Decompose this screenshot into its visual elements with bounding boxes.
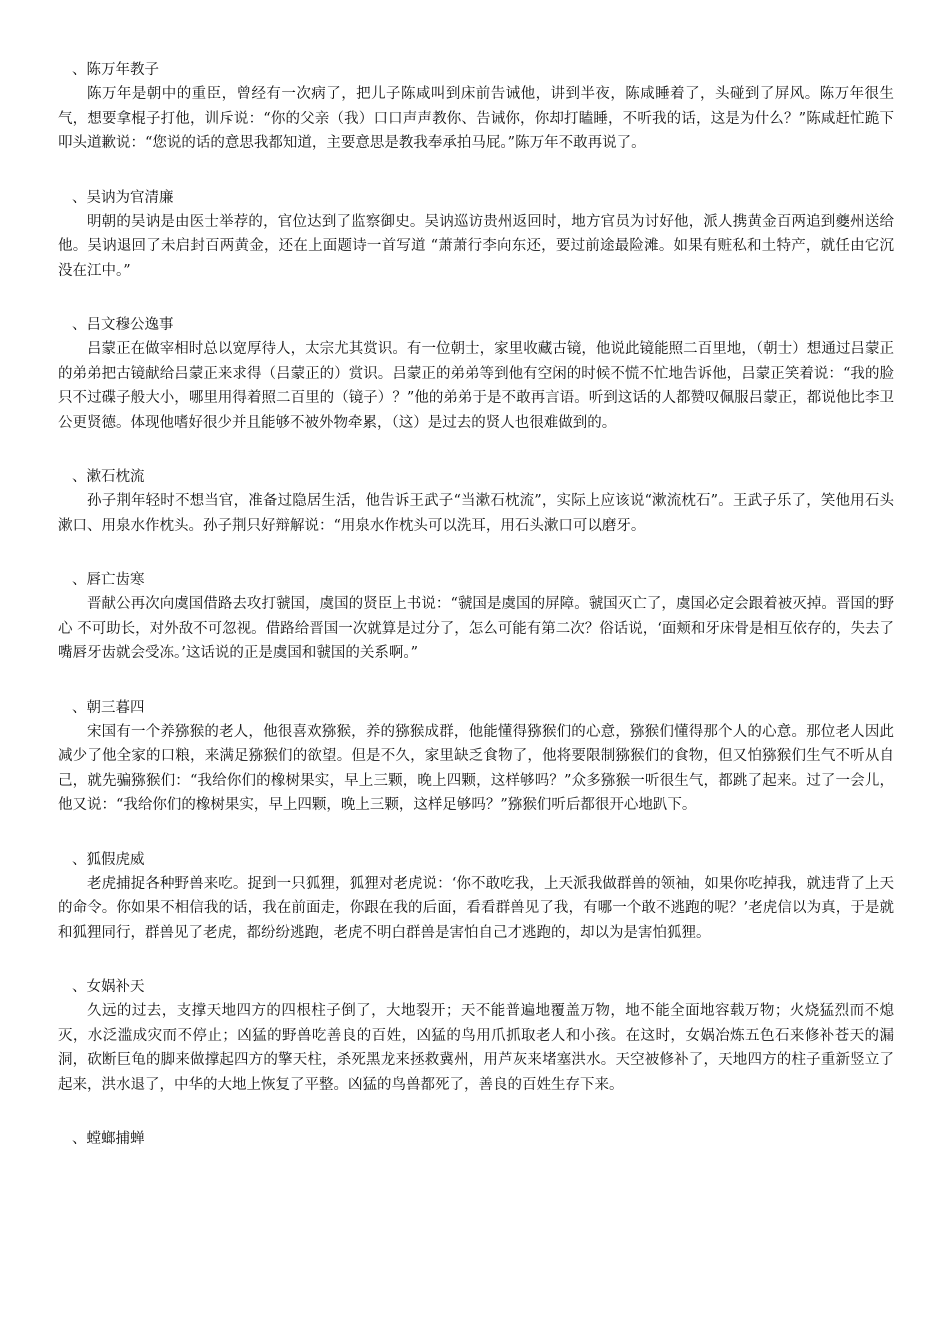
story-section-5 [58, 568, 894, 666]
story-body: 孙子荆年轻时不想当官，准备过隐居生活，他告诉王武子“当漱石枕流”，实际上应该说“漱流枕石”。王武子乐了，笑他用石头漱口、用泉水作枕头。孙子荆只好辩解说：“用泉水作枕头可以洗耳，用石头漱口可以磨牙。 [58, 493, 894, 534]
story-title: 、漱石枕流 [72, 469, 145, 485]
story-section-2 [58, 186, 894, 284]
story-body: 久远的过去，支撑天地四方的四根柱子倒了，大地裂开；天不能普遍地覆盖万物，地不能全面地容载万物；火烧猛烈而不熄灭，水泛滥成灾而不停止；凶猛的野兽吃善良的百姓，凶猛的鸟用爪抓取老人和小孩。在这时，女娲冶炼五色石来修补苍天的漏洞，砍断巨龟的脚来做撑起四方的擎天柱，杀死黑龙来拯救冀州，用芦灰来堵塞洪水。天空被修补了，天地四方的柱子重新竖立了起来，洪水退了，中华的大地上恢复了平整。凶猛的鸟兽都死了，善良的百姓生存下来。 [58, 1003, 894, 1093]
story-body: 吕蒙正在做宰相时总以宽厚待人，太宗尤其赏识。有一位朝士，家里收藏古镜，他说此镜能照二百里地，（朝士）想通过吕蒙正的弟弟把古镜献给吕蒙正来求得（吕蒙正的）赏识。吕蒙正的弟弟等到他有空闲的时候不慌不忙地告诉他，吕蒙正笑着说：“我的脸只不过碟子般大小，哪里用得着照二百里的（镜子）？”他的弟弟于是不敢再言语。听到这话的人都赞叹佩服吕蒙正，都说他比李卫公更贤德。体现他嗜好很少并且能够不被外物牵累，（这）是过去的贤人也很难做到的。 [58, 341, 894, 431]
story-section-3 [58, 313, 894, 435]
story-body: 明朝的吴讷是由医士举荐的，官位达到了监察御史。吴讷巡访贵州返回时，地方官员为讨好他，派人携黄金百两追到夔州送给他。吴讷退回了未启封百两黄金，还在上面题诗一首写道 “萧萧行李向东还，要过前途最险滩。如果有赃私和土特产，就任由它沉没在江中。” [58, 213, 894, 279]
story-body: 晋献公再次向虞国借路去攻打虢国，虞国的贤臣上书说：“虢国是虞国的屏障。虢国灭亡了，虞国必定会跟着被灭掉。晋国的野心 不可助长，对外敌不可忽视。借路给晋国一次就算是过分了，怎么可能有第二次？俗话说，‘面颊和牙床骨是相互依存的，失去了 嘴唇牙齿就会受冻。’这话说的正是虞国和虢国的关系啊。” [58, 596, 894, 661]
story-section-4 [58, 465, 894, 538]
story-title: 、吕文穆公逸事 [72, 317, 174, 333]
story-body: 老虎捕捉各种野兽来吃。捉到一只狐狸，狐狸对老虎说：‘你不敢吃我，上天派我做群兽的领袖，如果你吃掉我，就违背了上天的命令。你如果不相信我的话，我在前面走，你跟在我的后面，看看群兽见了我，有哪一个敢不逃跑的呢？’老虎信以为真，于是就和狐狸同行，群兽见了老虎，都纷纷逃跑，老虎不明白群兽是害怕自己才逃跑的，却以为是害怕狐狸。 [58, 875, 894, 941]
story-title: 、螳螂捕蝉 [72, 1131, 145, 1147]
story-title: 、唇亡齿寒 [72, 572, 145, 588]
story-section-7 [58, 848, 894, 946]
story-title: 、朝三暮四 [72, 699, 145, 716]
story-section-6 [58, 696, 894, 818]
story-body: 陈万年是朝中的重臣，曾经有一次病了，把儿子陈咸叫到床前告诫他，讲到半夜，陈咸睡着了，头碰到了屏风。陈万年很生气，想要拿棍子打他，训斥说：“你的父亲（我）口口声声教你、告诫你，你却打瞌睡，不听我的话，这是为什么？”陈咸赶忙跪下叩头道歉说：“您说的话的意思我都知道，主要意思是教我奉承拍马屁。”陈万年不敢再说了。 [58, 86, 894, 151]
document-content [58, 58, 894, 1181]
story-section-9 [58, 1127, 894, 1151]
story-title: 、女娲补天 [72, 979, 145, 995]
story-section-1 [58, 58, 894, 156]
story-title: 、陈万年教子 [72, 62, 159, 78]
story-body: 宋国有一个养猕猴的老人，他很喜欢猕猴，养的猕猴成群，他能懂得猕猴们的心意，猕猴们懂得那个人的心意。那位老人因此减少了他全家的口粮，来满足猕猴们的欲望。但是不久，家里缺乏食物了，他将要限制猕猴们的食物，但又怕猕猴们生气不听从自己，就先骗猕猴们：“我给你们的橡树果实，早上三颗，晚上四颗，这样够吗？”众多猕猴一听很生气，都跳了起来。过了一会儿，他又说：“我给你们的橡树果实，早上四颗，晚上三颗，这样足够吗？”猕猴们听后都很开心地趴下。 [58, 723, 894, 813]
story-section-8 [58, 975, 894, 1097]
story-title: 、狐假虎威 [72, 851, 145, 868]
story-title: 、吴讷为官清廉 [72, 189, 174, 206]
